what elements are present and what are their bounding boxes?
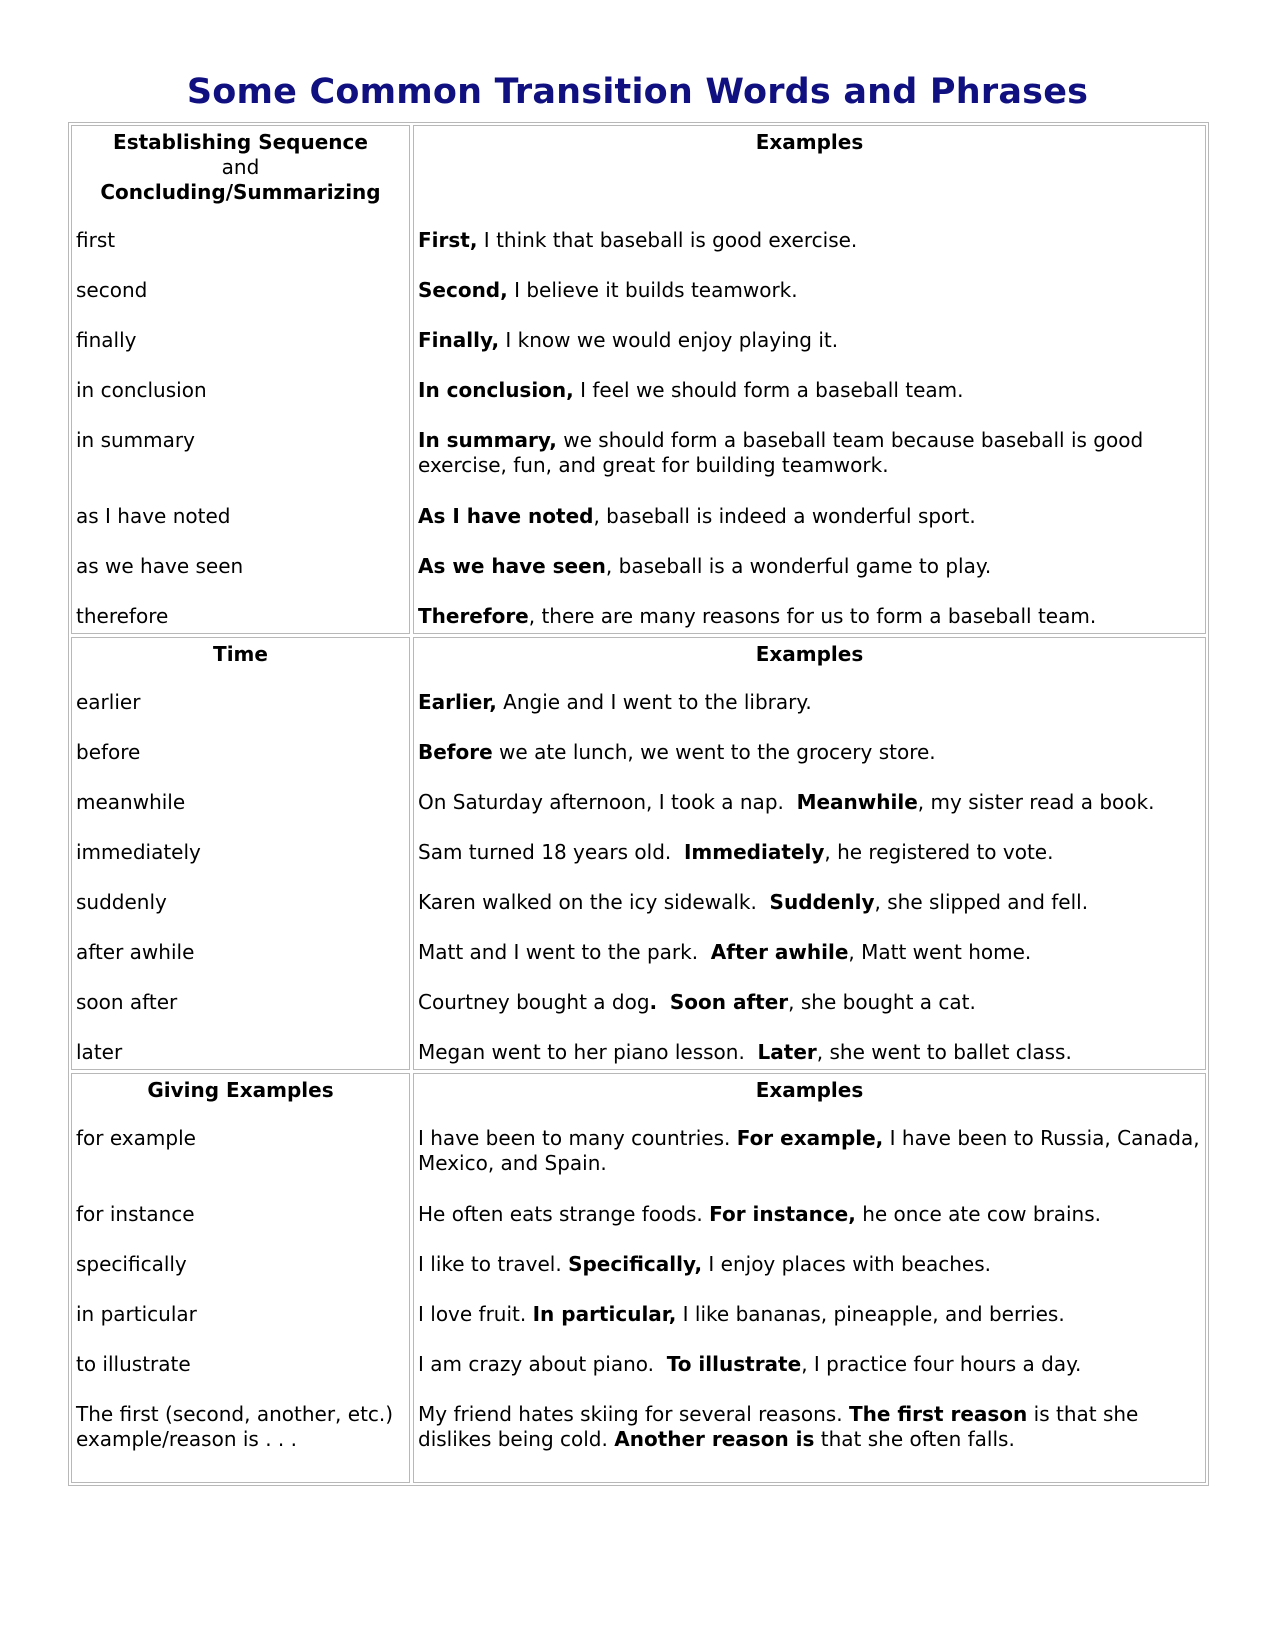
example-text: I feel we should form a baseball team. <box>573 378 964 402</box>
transition-word: for example <box>76 1126 196 1150</box>
example-text: I have been to Russia, Canada, Mexico, and Spain. <box>418 1126 1206 1175</box>
transition-keyword: Later <box>757 1040 817 1064</box>
transition-word: therefore <box>76 604 169 628</box>
example-text: Megan went to her piano lesson. <box>418 1040 758 1064</box>
example-text: is that she dislikes being cold. <box>418 1402 1145 1451</box>
column-header: Giving Examples <box>147 1078 334 1102</box>
example-text: , she bought a cat. <box>788 990 976 1014</box>
example-sentence <box>418 740 1201 765</box>
transition-word: in particular <box>76 1302 197 1326</box>
transition-keyword: Suddenly <box>769 890 875 914</box>
word-column <box>71 125 410 634</box>
example-text: I am crazy about piano. <box>418 1352 667 1376</box>
transition-word: later <box>76 1040 123 1064</box>
transition-word: immediately <box>76 840 201 864</box>
word-column <box>71 637 410 1070</box>
transition-word: in conclusion <box>76 378 207 402</box>
transition-word: before <box>76 740 141 764</box>
example-text: , he registered to vote. <box>824 840 1054 864</box>
transition-keyword: As I have noted <box>418 504 594 528</box>
header-line: Concluding/Summarizing <box>100 180 381 204</box>
transition-word: meanwhile <box>76 790 186 814</box>
example-text: , she went to ballet class. <box>816 1040 1072 1064</box>
transition-keyword: Second, <box>418 278 508 302</box>
transition-keyword: As we have seen <box>418 554 606 578</box>
transition-keyword: For instance, <box>709 1202 856 1226</box>
example-text: , Matt went home. <box>848 940 1032 964</box>
header-line: Establishing Sequence <box>113 130 368 154</box>
example-sentence <box>418 554 1201 579</box>
example-sentence <box>418 890 1201 915</box>
transition-table <box>68 122 1209 1486</box>
example-text: I enjoy places with beaches. <box>702 1252 992 1276</box>
example-sentence <box>418 1202 1201 1227</box>
example-sentence <box>418 790 1201 815</box>
header-line: and <box>221 155 260 179</box>
example-sentence <box>418 1402 1201 1452</box>
column-header: Examples <box>755 1078 864 1102</box>
word-column <box>71 1073 410 1483</box>
transition-keyword: Before <box>418 740 493 764</box>
transition-keyword: Immediately <box>683 840 825 864</box>
transition-keyword: In particular, <box>532 1302 677 1326</box>
example-text: , my sister read a book. <box>917 790 1155 814</box>
transition-word: finally <box>76 328 137 352</box>
transition-keyword: . <box>649 990 658 1014</box>
transition-word: The first (second, another, etc.) example/reason is . . . <box>76 1402 394 1451</box>
example-sentence <box>418 428 1201 478</box>
example-sentence <box>418 690 1201 715</box>
example-text: I like to travel. <box>418 1252 569 1276</box>
transition-keyword: Finally, <box>418 328 500 352</box>
transition-keyword: Soon after <box>669 990 789 1014</box>
section-examples <box>71 1073 1206 1483</box>
example-column <box>413 1073 1206 1483</box>
transition-word: soon after <box>76 990 178 1014</box>
example-sentence <box>418 228 1201 253</box>
example-text: On Saturday afternoon, I took a nap. <box>418 790 797 814</box>
column-header <box>76 130 405 205</box>
transition-word: specifically <box>76 1252 187 1276</box>
transition-word: in summary <box>76 428 195 452</box>
transition-word: as we have seen <box>76 554 244 578</box>
example-text: he once ate cow brains. <box>855 1202 1101 1226</box>
example-sentence <box>418 278 1201 303</box>
example-text: , baseball is a wonderful game to play. <box>605 554 992 578</box>
example-sentence <box>418 1252 1201 1277</box>
column-header: Examples <box>755 642 864 666</box>
example-sentence <box>418 1040 1201 1065</box>
example-text: I know we would enjoy playing it. <box>499 328 839 352</box>
transition-keyword: In conclusion, <box>418 378 574 402</box>
column-header: Examples <box>755 130 864 154</box>
example-text: He often eats strange foods. <box>418 1202 710 1226</box>
example-sentence <box>418 940 1201 965</box>
transition-keyword: After awhile <box>710 940 849 964</box>
transition-keyword: First, <box>418 228 478 252</box>
section-time <box>71 637 1206 1070</box>
example-text: we should form a baseball team because baseball is good exercise, fun, and great for building teamwork. <box>418 428 1150 477</box>
example-text: Angie and I went to the library. <box>496 690 812 714</box>
transition-word: for instance <box>76 1202 195 1226</box>
example-column <box>413 637 1206 1070</box>
example-column <box>413 125 1206 634</box>
transition-keyword: The first reason <box>848 1402 1028 1426</box>
transition-keyword: In summary, <box>418 428 557 452</box>
example-sentence <box>418 1302 1201 1327</box>
column-header: Time <box>213 642 268 666</box>
transition-keyword: To illustrate <box>666 1352 802 1376</box>
transition-keyword: Meanwhile <box>796 790 918 814</box>
example-text <box>657 990 670 1014</box>
transition-word: to illustrate <box>76 1352 191 1376</box>
example-text: I like bananas, pineapple, and berries. <box>676 1302 1065 1326</box>
transition-keyword: Another reason is <box>614 1427 815 1451</box>
page-title: Some Common Transition Words and Phrases <box>186 72 1089 112</box>
transition-word: earlier <box>76 690 141 714</box>
example-sentence <box>418 840 1201 865</box>
example-text: I love fruit. <box>418 1302 533 1326</box>
transition-word: as I have noted <box>76 504 231 528</box>
example-sentence <box>418 990 1201 1015</box>
example-sentence <box>418 504 1201 529</box>
transition-keyword: Earlier, <box>418 690 497 714</box>
example-text: Karen walked on the icy sidewalk. <box>418 890 770 914</box>
example-text: I have been to many countries. <box>418 1126 737 1150</box>
transition-keyword: Therefore <box>418 604 529 628</box>
example-text: that she often falls. <box>814 1427 1015 1451</box>
example-text: I believe it builds teamwork. <box>507 278 798 302</box>
example-sentence <box>418 378 1201 403</box>
example-text: Courtney bought a dog <box>418 990 650 1014</box>
example-text: I think that baseball is good exercise. <box>477 228 858 252</box>
transition-word: second <box>76 278 148 302</box>
example-text: Sam turned 18 years old. <box>418 840 684 864</box>
example-sentence <box>418 604 1201 629</box>
example-text: , I practice four hours a day. <box>801 1352 1082 1376</box>
section-sequence <box>71 125 1206 634</box>
example-text: Matt and I went to the park. <box>418 940 711 964</box>
transition-keyword: For example, <box>736 1126 884 1150</box>
transition-keyword: Specifically, <box>568 1252 703 1276</box>
example-sentence <box>418 328 1201 353</box>
transition-word: after awhile <box>76 940 195 964</box>
example-text: , there are many reasons for us to form a baseball team. <box>528 604 1097 628</box>
example-text: My friend hates skiing for several reasons. <box>418 1402 849 1426</box>
example-text: , baseball is indeed a wonderful sport. <box>593 504 976 528</box>
example-text: , she slipped and fell. <box>874 890 1089 914</box>
example-text: we ate lunch, we went to the grocery store. <box>492 740 936 764</box>
example-sentence <box>418 1126 1206 1176</box>
transition-word: first <box>76 228 116 252</box>
transition-word: suddenly <box>76 890 167 914</box>
example-sentence <box>418 1352 1201 1377</box>
